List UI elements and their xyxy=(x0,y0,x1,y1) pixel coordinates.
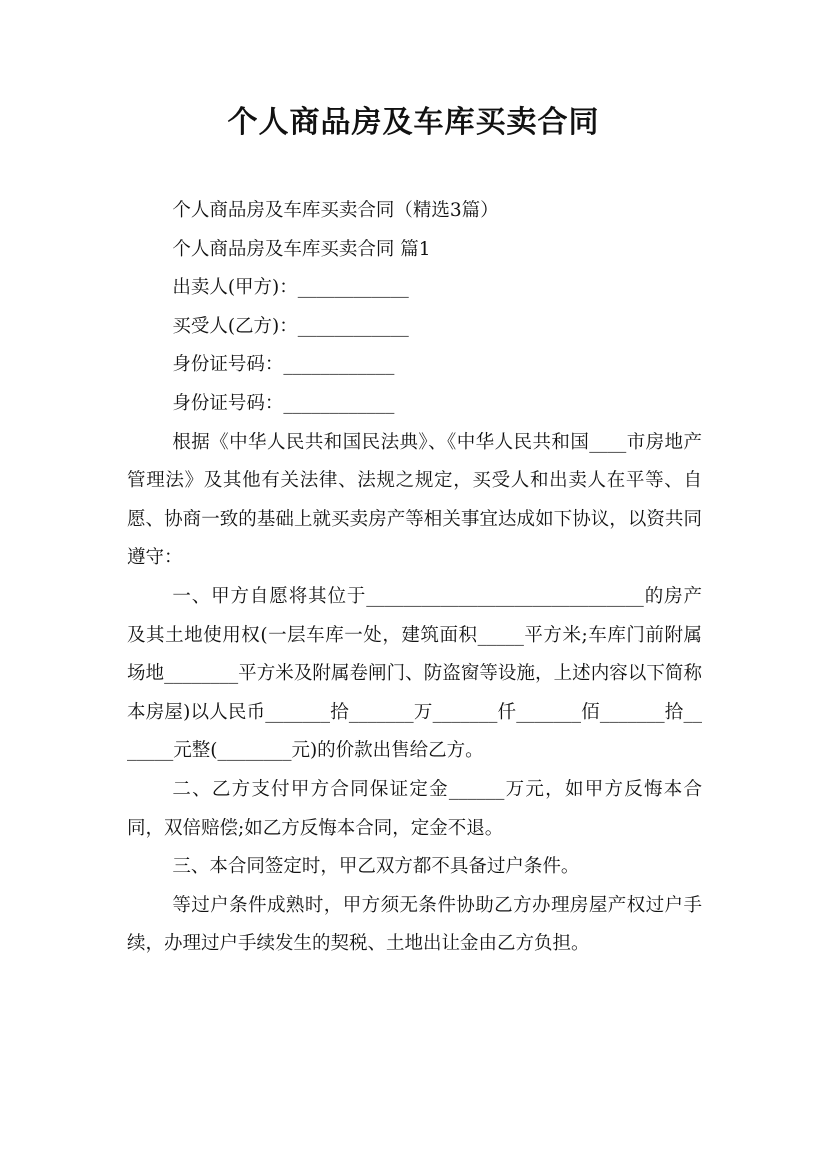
paragraph-collection-title: 个人商品房及车库买卖合同（精选3篇） xyxy=(172,200,499,221)
paragraph-clause-3: 三、本合同签定时，甲乙双方都不具备过户条件。 xyxy=(172,856,580,878)
paragraph-id-number-field-2: 身份证号码：____________ xyxy=(172,392,395,414)
paragraph-buyer-field: 买受人(乙方)：____________ xyxy=(172,315,409,337)
document-title: 个人商品房及车库买卖合同 xyxy=(227,105,600,140)
paragraph-id-number-field: 身份证号码：____________ xyxy=(172,354,395,376)
paragraph-seller-field: 出卖人(甲方)：____________ xyxy=(172,277,409,299)
paragraph-part-heading: 个人商品房及车库买卖合同 篇1 xyxy=(172,238,431,260)
paragraph-clause-2: 二、乙方支付甲方合同保证定金______万元，如甲方反悔本合同，双倍赔偿;如乙方反悔本合同，定金不退。 xyxy=(127,778,702,839)
paragraph-clause-1: 一、甲方自愿将其位于______________________________的房产及其土地使用权(一层车库一处，建筑面积_____平方米;车库门前附属场地________平方米及附属卷闸门、防盗窗等设施，上述内容以下简称本房屋)以人民币_______拾_______万_______仟_______佰_______拾_______元整(________元)的价款出售给乙方。 xyxy=(127,585,702,762)
paragraph-transfer-conditions: 等过户条件成熟时，甲方须无条件协助乙方办理房屋产权过户手续，办理过户手续发生的契税、土地出让金由乙方负担。 xyxy=(127,894,702,955)
document-body xyxy=(127,192,702,964)
paragraph-legal-basis: 根据《中华人民共和国民法典》、《中华人民共和国____市房地产管理法》及其他有关法律、法规之规定，买受人和出卖人在平等、自愿、协商一致的基础上就买卖房产等相关事宜达成如下协议，以资共同遵守： xyxy=(127,431,702,569)
